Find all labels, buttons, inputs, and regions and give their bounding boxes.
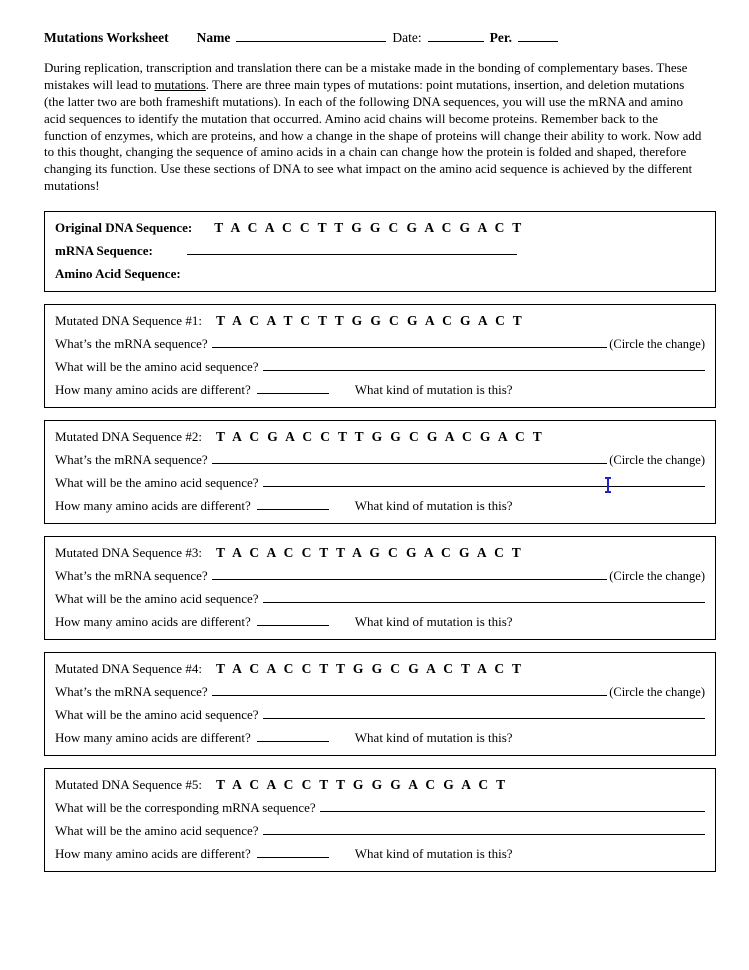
mutation-3-label: Mutated DNA Sequence #3:	[55, 545, 202, 561]
mutation-3-circle-note: (Circle the change)	[609, 569, 705, 584]
mutation-4-count-row	[55, 730, 705, 746]
period-blank[interactable]	[518, 30, 558, 42]
document-header	[44, 30, 711, 46]
mutation-1-circle-note: (Circle the change)	[609, 337, 705, 352]
mutation-2-circle-note: (Circle the change)	[609, 453, 705, 468]
mutation-2-label: Mutated DNA Sequence #2:	[55, 429, 202, 445]
mutation-1-sequence: T A C A T C T T G G C G A C G A C T	[215, 313, 525, 329]
mutation-2-header	[55, 429, 705, 445]
mutation-4-amino-row	[55, 707, 705, 723]
mutation-1-label: Mutated DNA Sequence #1:	[55, 313, 202, 329]
mutation-5-header	[55, 777, 705, 793]
mutation-1-header	[55, 313, 705, 329]
original-amino-label: Amino Acid Sequence:	[55, 266, 181, 282]
mutation-4-label: Mutated DNA Sequence #4:	[55, 661, 202, 677]
mutation-3-count-blank[interactable]	[257, 614, 329, 626]
original-sequence-box	[44, 211, 716, 292]
mutation-5-count-blank[interactable]	[257, 846, 329, 858]
original-mrna-blank[interactable]	[187, 243, 517, 255]
mutation-4-count-blank[interactable]	[257, 730, 329, 742]
intro-part-1: During replication, transcription and translation there can be a mistake made in the bonding of complementary bases. These mistakes will lead to	[44, 60, 688, 92]
original-dna-label: Original DNA Sequence	[55, 220, 188, 236]
date-label: Date:	[392, 30, 422, 45]
original-amino-row	[55, 266, 705, 282]
mutation-4-count-question: How many amino acids are different?	[55, 730, 251, 746]
mutation-2-count-question: How many amino acids are different?	[55, 498, 251, 514]
period-label: Per.	[489, 30, 513, 45]
mutation-4-sequence: T A C A C C T T G G C G A C T A C T	[215, 661, 524, 677]
mutation-2-kind-question: What kind of mutation is this?	[354, 498, 513, 514]
mutation-4-circle-note: (Circle the change)	[609, 685, 705, 700]
mutation-box-5	[44, 768, 716, 872]
mutation-4-header	[55, 661, 705, 677]
mutation-3-count-row	[55, 614, 705, 630]
mutation-5-label: Mutated DNA Sequence #5:	[55, 777, 202, 793]
mutation-1-mrna-question: What’s the mRNA sequence?	[55, 336, 208, 352]
mutation-2-count-blank[interactable]	[257, 498, 329, 510]
mutation-3-count-question: How many amino acids are different?	[55, 614, 251, 630]
mutation-5-mrna-blank[interactable]	[320, 800, 705, 812]
mutation-5-amino-row	[55, 823, 705, 839]
mutation-box-3	[44, 536, 716, 640]
mutation-2-sequence: T A C G A C C T T G G C G A C G A C T	[215, 429, 545, 445]
mutation-box-4	[44, 652, 716, 756]
mutation-5-count-row	[55, 846, 705, 862]
mutation-5-kind-question: What kind of mutation is this?	[354, 846, 513, 862]
mutation-4-amino-blank[interactable]	[263, 707, 705, 719]
mutation-3-mrna-question: What’s the mRNA sequence?	[55, 568, 208, 584]
mutation-5-amino-blank[interactable]	[263, 823, 705, 835]
mutation-4-mrna-row	[55, 684, 705, 700]
mutation-1-mrna-row	[55, 336, 705, 352]
page-title: Mutations Worksheet	[44, 30, 169, 45]
mutation-3-amino-question: What will be the amino acid sequence?	[55, 591, 259, 607]
text-cursor-mark	[607, 477, 609, 493]
original-dna-colon: :	[187, 220, 193, 236]
mutation-1-amino-row	[55, 359, 705, 375]
mutation-1-amino-question: What will be the amino acid sequence?	[55, 359, 259, 375]
mutation-4-amino-question: What will be the amino acid sequence?	[55, 707, 259, 723]
mutation-3-header	[55, 545, 705, 561]
mutation-2-mrna-row	[55, 452, 705, 468]
intro-underlined-term: mutations	[154, 76, 206, 92]
mutation-1-kind-question: What kind of mutation is this?	[354, 382, 513, 398]
mutation-1-count-blank[interactable]	[257, 382, 329, 394]
mutation-5-mrna-question: What will be the corresponding mRNA sequence?	[55, 800, 316, 816]
mutation-5-sequence: T A C A C C T T G G G A C G A C T	[215, 777, 508, 793]
mutation-2-mrna-blank[interactable]	[212, 452, 607, 464]
mutation-3-mrna-blank[interactable]	[212, 568, 607, 580]
mutation-1-count-question: How many amino acids are different?	[55, 382, 251, 398]
mutation-3-amino-blank[interactable]	[263, 591, 705, 603]
mutation-2-amino-question: What will be the amino acid sequence?	[55, 475, 259, 491]
mutation-5-mrna-row	[55, 800, 705, 816]
intro-part-2: . There are three main types of mutations: point mutations, insertion, and deletion mutations (the latter two are both frameshift mutations). In each of the following DNA sequences, you will use the mRNA and amino acid sequences to identify the mutation that occurred. Amino acid chains will become proteins. Remember back to the function of enzymes, which are proteins, and how a change in the shape of proteins will change their ability to work. Now add to this thought, changing the sequence of amino acids in a chain can change how the protein is folded and shaped, therefore changing its function. Use these sections of DNA to see what impact on the amino acid sequence is achieved by the different mutations!	[44, 76, 702, 194]
original-mrna-row	[55, 243, 705, 259]
mutation-5-count-question: How many amino acids are different?	[55, 846, 251, 862]
mutation-4-mrna-blank[interactable]	[212, 684, 607, 696]
name-label: Name	[196, 30, 231, 45]
original-dna-sequence: T A C A C C T T G G C G A C G A C T	[214, 220, 524, 236]
mutation-3-mrna-row	[55, 568, 705, 584]
mutation-3-sequence: T A C A C C T T A G C G A C G A C T	[215, 545, 524, 561]
mutation-box-1	[44, 304, 716, 408]
mutation-4-kind-question: What kind of mutation is this?	[354, 730, 513, 746]
mutation-5-amino-question: What will be the amino acid sequence?	[55, 823, 259, 839]
mutation-3-kind-question: What kind of mutation is this?	[354, 614, 513, 630]
mutation-2-count-row	[55, 498, 705, 514]
mutation-1-mrna-blank[interactable]	[212, 336, 607, 348]
intro-paragraph	[44, 60, 704, 195]
mutation-1-count-row	[55, 382, 705, 398]
name-blank[interactable]	[236, 30, 386, 42]
mutation-4-mrna-question: What’s the mRNA sequence?	[55, 684, 208, 700]
original-dna-row	[55, 220, 705, 236]
date-blank[interactable]	[428, 30, 484, 42]
mutation-2-mrna-question: What’s the mRNA sequence?	[55, 452, 208, 468]
mutation-2-amino-blank[interactable]	[263, 475, 705, 487]
mutation-1-amino-blank[interactable]	[263, 359, 705, 371]
mutation-3-amino-row	[55, 591, 705, 607]
mutation-box-2	[44, 420, 716, 524]
original-mrna-label: mRNA Sequence:	[55, 243, 153, 259]
